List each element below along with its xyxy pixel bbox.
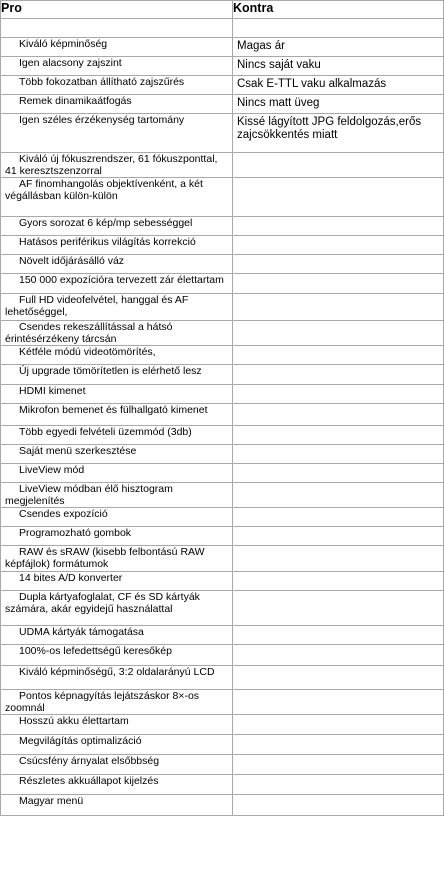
table-row [1,666,444,690]
contra-cell [233,385,444,404]
contra-text: Csak E-TTL vaku alkalmazás [237,78,387,90]
pro-cell [1,626,233,645]
pro-cell [1,255,233,274]
contra-cell [233,321,444,346]
pro-cell [1,666,233,690]
contra-text [233,426,443,428]
contra-text [233,178,443,180]
contra-text [233,445,443,447]
table-row [1,365,444,385]
contra-text [233,735,443,737]
table-row [1,178,444,217]
contra-cell [233,76,444,95]
pro-cell [1,755,233,775]
contra-text [233,483,443,485]
pro-text: Több fokozatban állítható zajszűrés [19,76,185,88]
pro-text: Kétféle módú videotömörítés, [19,346,156,358]
pro-cell [1,76,233,95]
contra-cell [233,255,444,274]
contra-cell [233,626,444,645]
table-row [1,57,444,76]
pro-text: Saját menü szerkesztése [19,445,137,457]
contra-text [233,365,443,367]
pro-text: Mikrofon bemenet és fülhallgató kimenet [19,404,208,416]
contra-cell [233,57,444,76]
contra-text [233,404,443,406]
pro-text: UDMA kártyák támogatása [19,626,144,638]
table-row [1,464,444,483]
table-row [1,546,444,572]
pro-text: Csendes expozíció [19,508,108,520]
contra-text [233,274,443,276]
contra-cell [233,591,444,626]
pro-text: Növelt időjárásálló váz [19,255,125,267]
contra-cell [233,527,444,546]
table-row [1,591,444,626]
contra-cell [233,775,444,795]
pro-text: Gyors sorozat 6 kép/mp sebességgel [19,217,193,229]
contra-text [233,775,443,777]
contra-cell [233,114,444,153]
contra-cell [233,274,444,294]
contra-cell [233,178,444,217]
pro-cell [1,114,233,153]
table-row [1,572,444,591]
pro-cell [1,404,233,426]
contra-cell [233,572,444,591]
pro-text: LiveView módban élő hisztogram megjelenítés [5,483,173,507]
pro-text: RAW és sRAW (kisebb felbontású RAW képfájlok) formátumok [5,546,205,570]
pro-cell [1,178,233,217]
contra-text [233,294,443,296]
pro-cell [1,274,233,294]
pro-cell [1,294,233,321]
contra-text [233,346,443,348]
contra-text [233,645,443,647]
contra-text [233,546,443,548]
pro-cell [1,645,233,666]
pro-cell [1,95,233,114]
header-pro: Pro [1,1,233,19]
table-row [1,775,444,795]
pro-cell [1,508,233,527]
table-row [1,626,444,645]
pro-cell [1,385,233,404]
contra-text: Nincs saját vaku [237,59,321,71]
pro-text: Új upgrade tömörítetlen is elérhető lesz [19,365,202,377]
contra-cell [233,483,444,508]
table-row [1,95,444,114]
contra-text [233,572,443,574]
pro-cell [1,153,233,178]
table-row [1,76,444,95]
pro-text: Dupla kártyafoglalat, CF és SD kártyák számára, akár egyidejű használattal [5,591,200,615]
contra-cell [233,464,444,483]
table-row [1,346,444,365]
contra-cell [233,546,444,572]
contra-cell [233,19,444,38]
pro-cell [1,426,233,445]
pro-cell [1,527,233,546]
pro-text: 100%-os lefedettségű keresőkép [19,645,172,657]
contra-cell [233,294,444,321]
pro-text: Igen alacsony zajszint [19,57,122,69]
contra-text [233,153,443,155]
contra-text: Kissé lágyított JPG feldolgozás,erős zajcsökkentés miatt [237,116,422,141]
table-row [1,114,444,153]
pro-cell [1,217,233,236]
table-row [1,715,444,735]
contra-cell [233,236,444,255]
pro-text: Programozható gombok [19,527,132,539]
pro-cell [1,735,233,755]
table-row [1,321,444,346]
pro-cell [1,546,233,572]
pro-text: Részletes akkuállapot kijelzés [19,775,159,787]
table-row [1,735,444,755]
pro-text: AF finomhangolás objektívenként, a két végállásban külön-külön [5,178,203,202]
table-row [1,426,444,445]
pro-text: Csúcsfény árnyalat elsőbbség [19,755,160,767]
contra-cell [233,445,444,464]
contra-cell [233,715,444,735]
table-row [1,294,444,321]
table-row [1,795,444,816]
contra-text [233,666,443,668]
contra-cell [233,217,444,236]
pro-text: Kiváló képminőségű, 3:2 oldalarányú LCD [19,666,215,678]
pro-text: Full HD videofelvétel, hanggal és AF lehetőséggel, [5,294,189,318]
contra-text [233,464,443,466]
table-row [1,645,444,666]
contra-cell [233,365,444,385]
pro-cell [1,57,233,76]
pro-cell [1,715,233,735]
table-row [1,483,444,508]
pro-text: 14 bites A/D konverter [19,572,123,584]
contra-cell [233,404,444,426]
contra-cell [233,735,444,755]
pro-text: Megvilágítás optimalizáció [19,735,142,747]
table-row [1,153,444,178]
pro-text: Igen széles érzékenység tartomány [19,114,185,126]
pro-text: Kiváló képminőség [19,38,108,50]
table-row [1,38,444,57]
pro-cell [1,795,233,816]
contra-cell [233,795,444,816]
contra-cell [233,95,444,114]
contra-cell [233,153,444,178]
table-row [1,404,444,426]
pro-text [1,19,232,20]
contra-cell [233,666,444,690]
pro-cell [1,236,233,255]
table-row [1,236,444,255]
contra-text [233,255,443,257]
table-row [1,385,444,404]
contra-text [233,217,443,219]
contra-cell [233,508,444,527]
contra-cell [233,426,444,445]
pro-text: Hatásos periférikus világítás korrekció [19,236,196,248]
contra-text: Magas ár [237,40,285,52]
pro-cell [1,445,233,464]
pro-cell [1,483,233,508]
contra-text [233,755,443,757]
contra-text [233,321,443,323]
pro-text: Több egyedi felvételi üzemmód (3db) [19,426,192,438]
table-row [1,527,444,546]
pro-text: HDMI kimenet [19,385,86,397]
pro-cell [1,38,233,57]
pro-text: Pontos képnagyítás lejátszáskor 8×-os zoomnál [5,690,200,714]
contra-text [233,715,443,717]
pro-cell [1,775,233,795]
contra-text [233,19,443,21]
pro-cell [1,591,233,626]
pro-cell [1,572,233,591]
contra-text [233,527,443,529]
pro-text: 150 000 expozícióra tervezett zár élettartam [19,274,224,286]
header-contra: Kontra [233,1,444,19]
header-row [1,1,444,19]
contra-text [233,690,443,692]
contra-cell [233,38,444,57]
table-row [1,19,444,38]
table-row [1,445,444,464]
contra-text [233,236,443,238]
pro-cell [1,690,233,715]
pro-cell [1,19,233,38]
pro-text: Remek dinamikaátfogás [19,95,132,107]
pro-cell [1,464,233,483]
pro-text: LiveView mód [19,464,85,476]
contra-text [233,508,443,510]
table-row [1,255,444,274]
pro-cell [1,346,233,365]
contra-text: Nincs matt üveg [237,97,320,109]
contra-text [233,795,443,797]
contra-text [233,626,443,628]
table-row [1,508,444,527]
pro-text: Kiváló új fókuszrendszer, 61 fókuszponttal, 41 keresztszenzorral [5,153,218,177]
contra-cell [233,645,444,666]
pro-cell [1,365,233,385]
pro-text: Magyar menü [19,795,84,807]
pro-text: Hosszú akku élettartam [19,715,129,727]
contra-cell [233,690,444,715]
pro-text: Csendes rekeszállítással a hátsó érintésérzékeny tárcsán [5,321,173,345]
contra-text [233,591,443,593]
table-row [1,274,444,294]
contra-cell [233,346,444,365]
table-row [1,690,444,715]
table-row [1,755,444,775]
pro-cell [1,321,233,346]
contra-cell [233,755,444,775]
table-row [1,217,444,236]
contra-text [233,385,443,387]
